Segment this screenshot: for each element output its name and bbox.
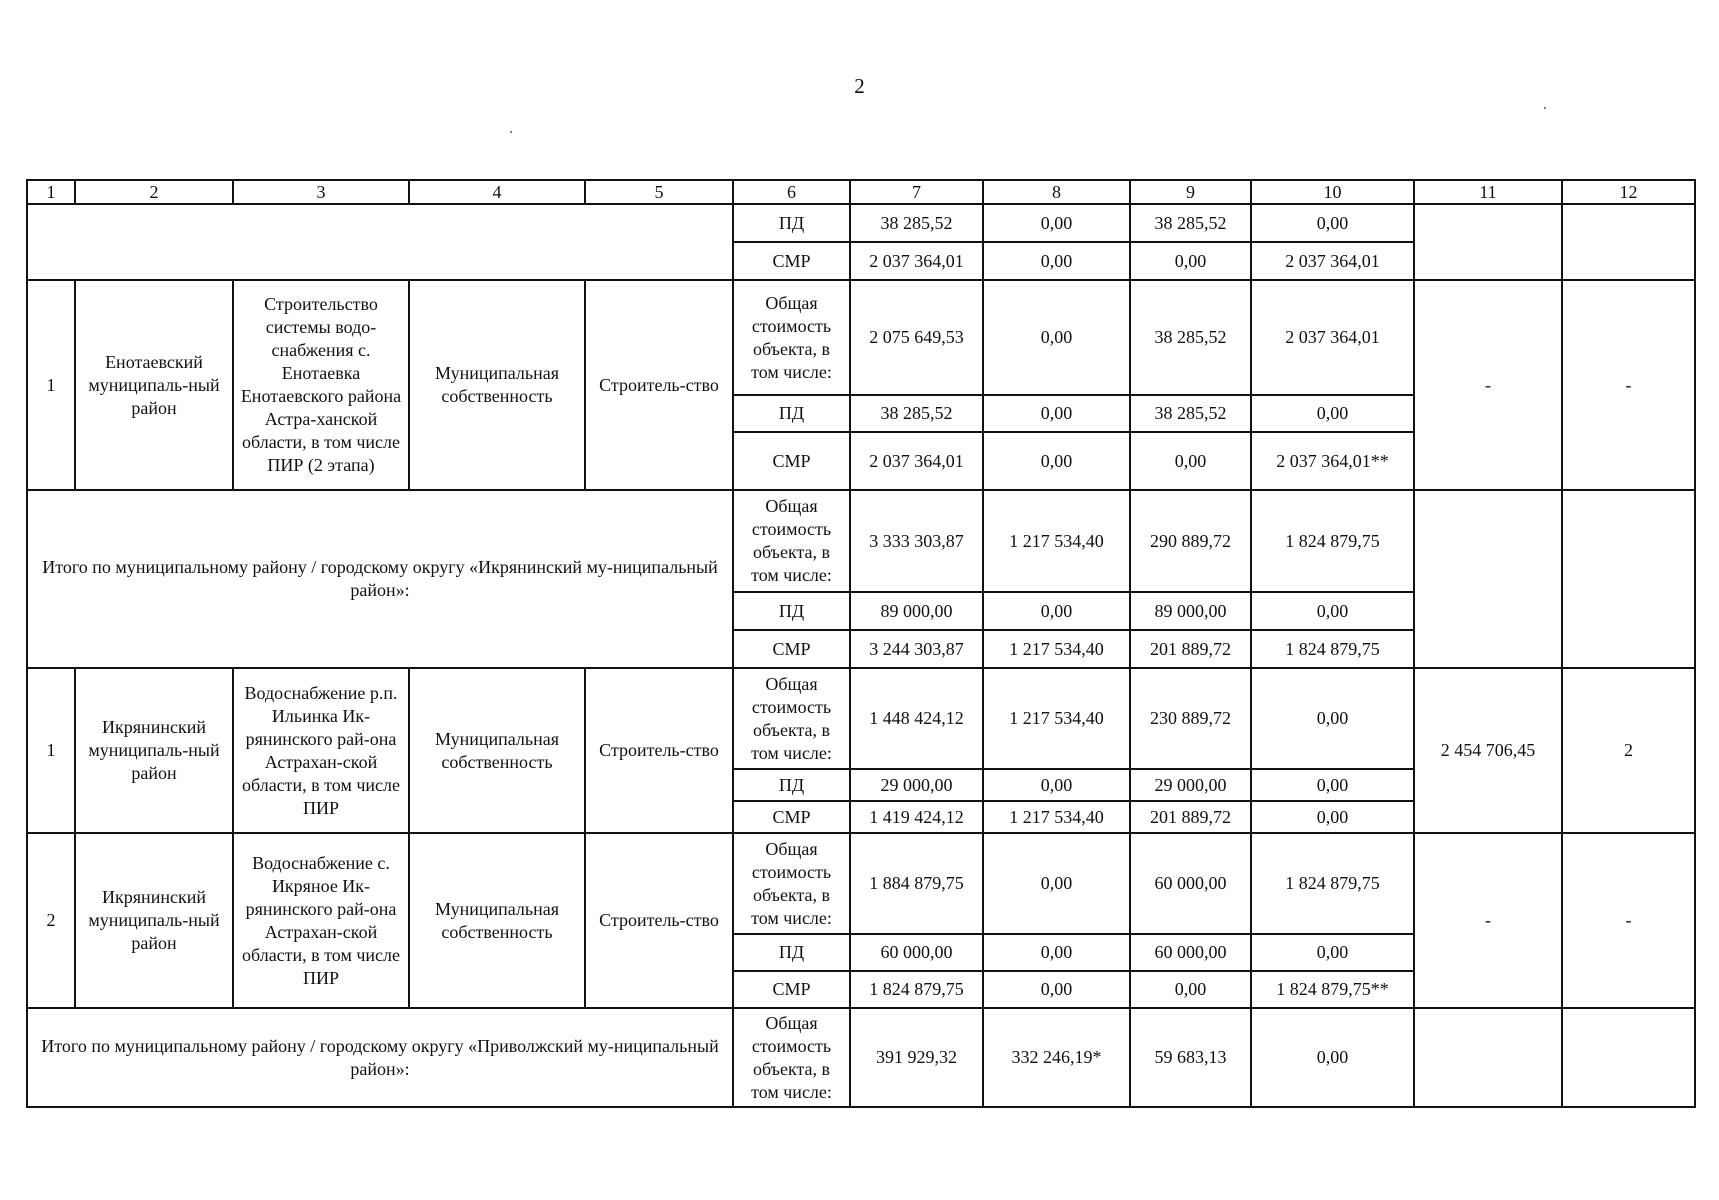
value-col7: 3 333 303,87 — [850, 490, 983, 592]
cost-type-label: Общая стоимость объекта, в том числе: — [733, 668, 850, 769]
value-col10: 0,00 — [1251, 592, 1414, 630]
district-total-label: Итого по муниципальному району / городскому округу «Икрянинский му-ниципальный район»: — [27, 490, 733, 668]
column-number: 1 — [27, 180, 75, 204]
row-number: 2 — [27, 833, 75, 1008]
value-col7: 391 929,32 — [850, 1008, 983, 1107]
value-col8: 0,00 — [983, 934, 1130, 971]
cost-type-label: СМР — [733, 630, 850, 668]
cost-type-label: Общая стоимость объекта, в том числе: — [733, 833, 850, 934]
value-col7: 1 824 879,75 — [850, 971, 983, 1008]
value-col8: 1 217 534,40 — [983, 630, 1130, 668]
value-col9: 60 000,00 — [1130, 833, 1251, 934]
row-number: 1 — [27, 280, 75, 490]
value-col8: 1 217 534,40 — [983, 490, 1130, 592]
district-name: Икрянинский муниципаль-ный район — [75, 833, 233, 1008]
value-col10: 2 037 364,01 — [1251, 242, 1414, 280]
value-col9: 230 889,72 — [1130, 668, 1251, 769]
value-col7: 2 075 649,53 — [850, 280, 983, 395]
value-col7: 29 000,00 — [850, 769, 983, 801]
value-col10: 0,00 — [1251, 934, 1414, 971]
value-col9: 89 000,00 — [1130, 592, 1251, 630]
column-number: 6 — [733, 180, 850, 204]
value-col7: 1 884 879,75 — [850, 833, 983, 934]
value-col12 — [1562, 204, 1695, 280]
value-col8: 0,00 — [983, 833, 1130, 934]
column-number: 9 — [1130, 180, 1251, 204]
value-col9: 0,00 — [1130, 242, 1251, 280]
table-row — [27, 280, 1695, 395]
district-name: Енотаевский муниципаль-ный район — [75, 280, 233, 490]
value-col10: 0,00 — [1251, 668, 1414, 769]
ownership: Муниципальная собственность — [409, 833, 585, 1008]
value-col9: 0,00 — [1130, 971, 1251, 1008]
value-col12 — [1562, 490, 1695, 668]
cost-type-label: ПД — [733, 592, 850, 630]
table-row — [27, 204, 1695, 242]
value-col10: 0,00 — [1251, 1008, 1414, 1107]
value-col11: - — [1414, 280, 1562, 490]
value-col8: 0,00 — [983, 971, 1130, 1008]
investment-objects-table — [26, 179, 1696, 1108]
object-name: Водоснабжение р.п. Ильинка Ик-рянинского рай-она Астрахан-ской области, в том числе ПИР — [233, 668, 409, 833]
object-name: Водоснабжение с. Икряное Ик-рянинского рай-она Астрахан-ской области, в том числе ПИР — [233, 833, 409, 1008]
ownership: Муниципальная собственность — [409, 280, 585, 490]
value-col9: 201 889,72 — [1130, 801, 1251, 833]
value-col9: 29 000,00 — [1130, 769, 1251, 801]
district-name: Икрянинский муниципаль-ный район — [75, 668, 233, 833]
value-col8: 0,00 — [983, 204, 1130, 242]
value-col11: 2 454 706,45 — [1414, 668, 1562, 833]
work-type: Строитель-ство — [585, 280, 733, 490]
continuation-empty-cell — [27, 204, 733, 280]
value-col8: 0,00 — [983, 395, 1130, 432]
cost-type-label: ПД — [733, 204, 850, 242]
value-col7: 38 285,52 — [850, 395, 983, 432]
column-number: 8 — [983, 180, 1130, 204]
value-col11 — [1414, 1008, 1562, 1107]
value-col12: - — [1562, 833, 1695, 1008]
district-total-label: Итого по муниципальному району / городскому округу «Приволжский му-ниципальный район»: — [27, 1008, 733, 1107]
value-col9: 60 000,00 — [1130, 934, 1251, 971]
value-col9: 38 285,52 — [1130, 280, 1251, 395]
cost-type-label: СМР — [733, 242, 850, 280]
value-col9: 38 285,52 — [1130, 204, 1251, 242]
work-type: Строитель-ство — [585, 833, 733, 1008]
value-col10: 0,00 — [1251, 769, 1414, 801]
value-col10: 0,00 — [1251, 801, 1414, 833]
value-col8: 0,00 — [983, 280, 1130, 395]
value-col10: 0,00 — [1251, 395, 1414, 432]
value-col8: 0,00 — [983, 242, 1130, 280]
ownership: Муниципальная собственность — [409, 668, 585, 833]
value-col9: 201 889,72 — [1130, 630, 1251, 668]
column-number: 4 — [409, 180, 585, 204]
value-col10: 2 037 364,01 — [1251, 280, 1414, 395]
value-col7: 3 244 303,87 — [850, 630, 983, 668]
value-col12: 2 — [1562, 668, 1695, 833]
value-col7: 2 037 364,01 — [850, 242, 983, 280]
value-col10: 1 824 879,75 — [1251, 630, 1414, 668]
cost-type-label: ПД — [733, 395, 850, 432]
column-number: 5 — [585, 180, 733, 204]
value-col9: 59 683,13 — [1130, 1008, 1251, 1107]
cost-type-label: СМР — [733, 801, 850, 833]
column-number: 12 — [1562, 180, 1695, 204]
column-number: 3 — [233, 180, 409, 204]
value-col7: 60 000,00 — [850, 934, 983, 971]
value-col11 — [1414, 490, 1562, 668]
value-col12: - — [1562, 280, 1695, 490]
cost-type-label: ПД — [733, 769, 850, 801]
column-number: 7 — [850, 180, 983, 204]
value-col12 — [1562, 1008, 1695, 1107]
value-col8: 0,00 — [983, 592, 1130, 630]
value-col7: 1 448 424,12 — [850, 668, 983, 769]
value-col8: 332 246,19* — [983, 1008, 1130, 1107]
value-col10: 0,00 — [1251, 204, 1414, 242]
table-row — [27, 1008, 1695, 1107]
object-name: Строительство системы водо-снабжения с. Енотаевка Енотаевского района Астра-ханской области, в том числе ПИР (2 этапа) — [233, 280, 409, 490]
cost-type-label: СМР — [733, 971, 850, 1008]
value-col7: 2 037 364,01 — [850, 432, 983, 490]
cost-type-label: СМР — [733, 432, 850, 490]
value-col7: 38 285,52 — [850, 204, 983, 242]
cost-type-label: ПД — [733, 934, 850, 971]
value-col10: 2 037 364,01** — [1251, 432, 1414, 490]
value-col9: 0,00 — [1130, 432, 1251, 490]
page-number: 2 — [854, 74, 865, 98]
value-col8: 0,00 — [983, 432, 1130, 490]
column-number: 10 — [1251, 180, 1414, 204]
value-col9: 290 889,72 — [1130, 490, 1251, 592]
value-col11: - — [1414, 833, 1562, 1008]
scan-speck — [510, 131, 512, 133]
row-number: 1 — [27, 668, 75, 833]
cost-type-label: Общая стоимость объекта, в том числе: — [733, 490, 850, 592]
column-number-row — [27, 180, 1695, 204]
table-row — [27, 490, 1695, 592]
column-number: 2 — [75, 180, 233, 204]
work-type: Строитель-ство — [585, 668, 733, 833]
table-row — [27, 668, 1695, 769]
value-col8: 0,00 — [983, 769, 1130, 801]
value-col7: 1 419 424,12 — [850, 801, 983, 833]
value-col8: 1 217 534,40 — [983, 801, 1130, 833]
value-col9: 38 285,52 — [1130, 395, 1251, 432]
table-row — [27, 833, 1695, 934]
column-number: 11 — [1414, 180, 1562, 204]
value-col8: 1 217 534,40 — [983, 668, 1130, 769]
value-col7: 89 000,00 — [850, 592, 983, 630]
value-col11 — [1414, 204, 1562, 280]
value-col10: 1 824 879,75** — [1251, 971, 1414, 1008]
cost-type-label: Общая стоимость объекта, в том числе: — [733, 1008, 850, 1107]
value-col10: 1 824 879,75 — [1251, 490, 1414, 592]
cost-type-label: Общая стоимость объекта, в том числе: — [733, 280, 850, 395]
scan-speck — [1544, 107, 1546, 109]
value-col10: 1 824 879,75 — [1251, 833, 1414, 934]
